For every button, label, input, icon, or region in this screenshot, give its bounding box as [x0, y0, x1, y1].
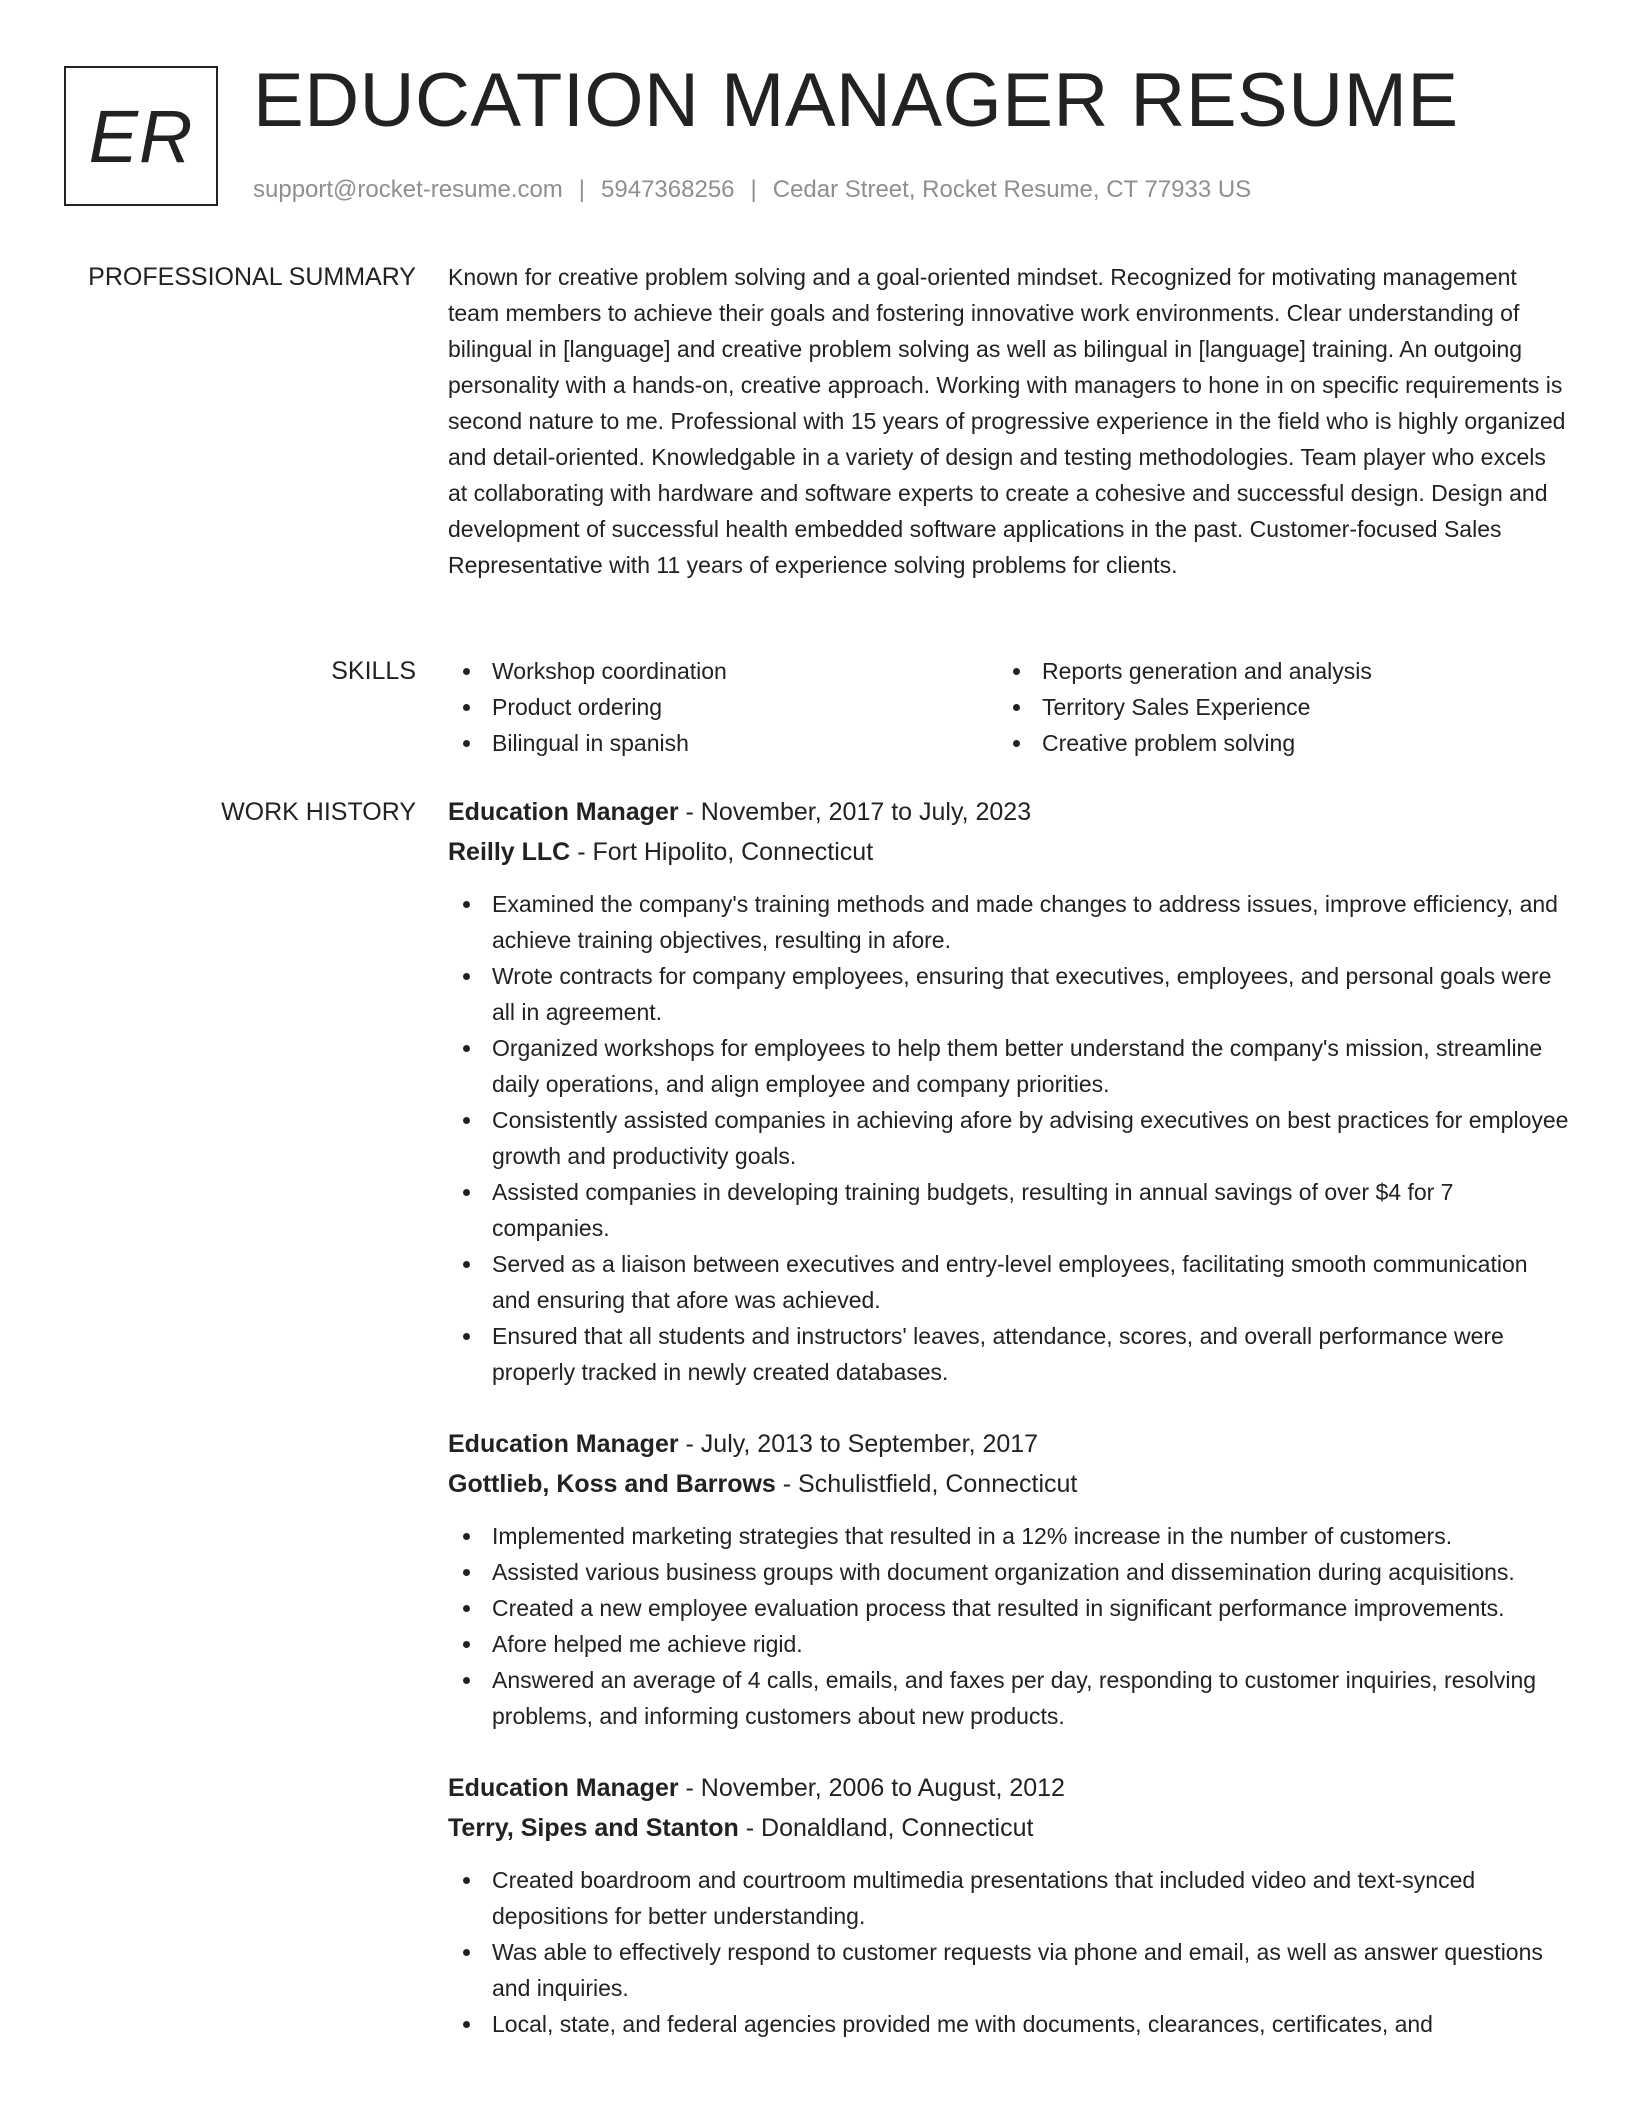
work-history-body [448, 794, 1570, 2078]
skill-item: Creative problem solving [998, 725, 1548, 761]
job-entry [448, 794, 1570, 1390]
job-title: Education Manager [448, 1430, 679, 1458]
job-bullet-list [448, 1862, 1570, 2042]
job-bullet: Created a new employee evaluation process that resulted in significant performance improvements. [448, 1590, 1570, 1626]
job-dates: - November, 2006 to August, 2012 [678, 1774, 1065, 1802]
job-bullet: Assisted various business groups with document organization and dissemination during acquisitions. [448, 1554, 1570, 1590]
contact-email: support@rocket-resume.com [253, 176, 563, 203]
job-dates: - November, 2017 to July, 2023 [678, 798, 1032, 826]
monogram-initials: ER [88, 94, 194, 178]
skill-item: Workshop coordination [448, 653, 998, 689]
job-location: - Fort Hipolito, Connecticut [570, 838, 874, 866]
job-company: Reilly LLC [448, 838, 571, 866]
skills-grid [448, 653, 1570, 761]
job-bullet: Assisted companies in developing training budgets, resulting in annual savings of over $4 for 7 companies. [448, 1174, 1570, 1246]
monogram-box [64, 66, 218, 206]
job-bullet: Was able to effectively respond to customer requests via phone and email, as well as answer questions and inquiries. [448, 1934, 1570, 2006]
summary-heading: PROFESSIONAL SUMMARY [88, 263, 416, 291]
job-bullet: Answered an average of 4 calls, emails, and faxes per day, responding to customer inquiries, resolving problems, and informing customers about new products. [448, 1662, 1570, 1734]
contact-line [253, 174, 1251, 206]
job-bullet-list [448, 886, 1570, 1390]
skills-heading: SKILLS [331, 657, 416, 685]
skills-body [448, 653, 1570, 761]
job-company: Terry, Sipes and Stanton [448, 1814, 739, 1842]
job-bullet: Local, state, and federal agencies provided me with documents, clearances, certificates, and [448, 2006, 1570, 2042]
job-dates: - July, 2013 to September, 2017 [678, 1430, 1039, 1458]
job-bullet: Implemented marketing strategies that resulted in a 12% increase in the number of customers. [448, 1518, 1570, 1554]
job-bullet: Ensured that all students and instructors' leaves, attendance, scores, and overall performance were properly tracked in newly created databases. [448, 1318, 1570, 1390]
job-title-line [448, 794, 1570, 830]
skill-item: Bilingual in spanish [448, 725, 998, 761]
job-bullet: Examined the company's training methods and made changes to address issues, improve efficiency, and achieve training objectives, resulting in afore. [448, 886, 1570, 958]
contact-address: Cedar Street, Rocket Resume, CT 77933 US [772, 176, 1252, 203]
job-location: - Donaldland, Connecticut [738, 1814, 1034, 1842]
work-history-heading: WORK HISTORY [221, 798, 416, 826]
job-bullet: Wrote contracts for company employees, ensuring that executives, employees, and personal goals were all in agreement. [448, 958, 1570, 1030]
job-bullet: Consistently assisted companies in achieving afore by advising executives on best practices for employee growth and productivity goals. [448, 1102, 1570, 1174]
job-title: Education Manager [448, 1774, 679, 1802]
job-company-line [448, 834, 1570, 870]
job-company-line [448, 1810, 1570, 1846]
job-title: Education Manager [448, 798, 679, 826]
contact-separator: | [578, 176, 586, 203]
skill-item: Product ordering [448, 689, 998, 725]
job-location: - Schulistfield, Connecticut [775, 1470, 1078, 1498]
job-bullet: Afore helped me achieve rigid. [448, 1626, 1570, 1662]
skills-column-right [998, 653, 1548, 761]
summary-body [448, 259, 1570, 583]
job-bullet: Created boardroom and courtroom multimedia presentations that included video and text-synced depositions for better understanding. [448, 1862, 1570, 1934]
job-title-line [448, 1770, 1570, 1806]
contact-phone: 5947368256 [601, 176, 735, 203]
job-company-line [448, 1466, 1570, 1502]
job-title-line [448, 1426, 1570, 1462]
job-company: Gottlieb, Koss and Barrows [448, 1470, 776, 1498]
job-entry [448, 1770, 1570, 2042]
skills-column-left [448, 653, 998, 761]
job-bullet-list [448, 1518, 1570, 1734]
resume-title: EDUCATION MANAGER RESUME [253, 58, 1459, 143]
skill-item: Reports generation and analysis [998, 653, 1548, 689]
skill-item: Territory Sales Experience [998, 689, 1548, 725]
summary-text: Known for creative problem solving and a goal-oriented mindset. Recognized for motivating management team members to achieve their goals and fostering innovative work environments. Clear understanding of bilingual in [language] and creative problem solving as well as bilingual in [language] training. An outgoing personality with a hands-on, creative approach. Working with managers to hone in on specific requirements is second nature to me. Professional with 15 years of progressive experience in the field who is highly organized and detail-oriented. Knowledgable in a variety of design and testing methodologies. Team player who excels at collaborating with hardware and software experts to create a cohesive and successful design. Design and development of successful health embedded software applications in the past. Customer-focused Sales Representative with 11 years of experience solving problems for clients. [448, 264, 1566, 578]
job-bullet: Organized workshops for employees to help them better understand the company's mission, streamline daily operations, and align employee and company priorities. [448, 1030, 1570, 1102]
job-entry [448, 1426, 1570, 1734]
job-bullet: Served as a liaison between executives and entry-level employees, facilitating smooth communication and ensuring that afore was achieved. [448, 1246, 1570, 1318]
contact-separator: | [750, 176, 757, 203]
